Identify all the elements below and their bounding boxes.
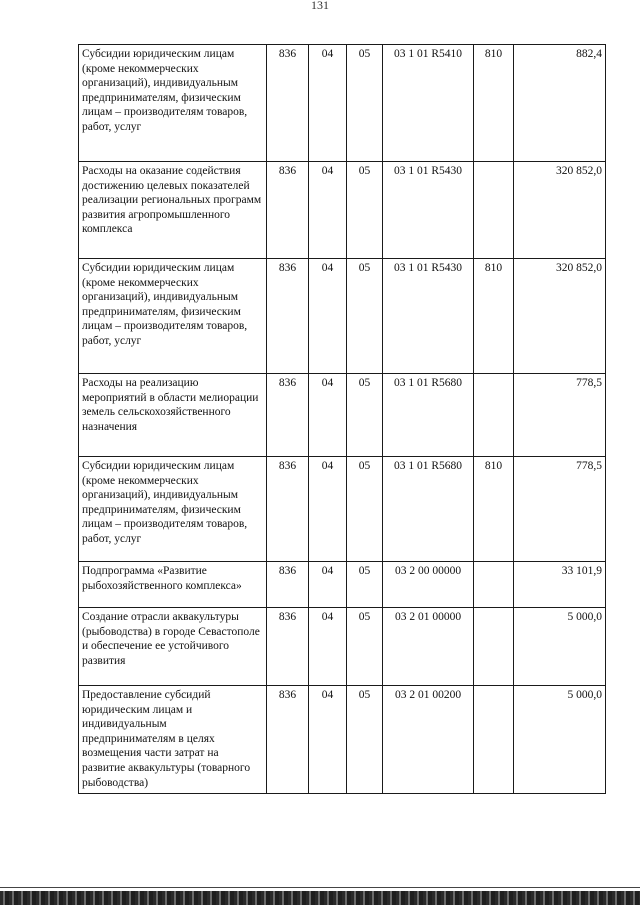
table-row bbox=[79, 45, 606, 162]
ved-code: 836 bbox=[267, 608, 309, 686]
subsection-code: 05 bbox=[347, 45, 383, 162]
row-name: Создание отрасли аквакультуры (рыбоводства) в городе Севастополе и обеспечение ее устойчивого развития bbox=[79, 608, 267, 686]
subsection-code: 05 bbox=[347, 457, 383, 562]
row-name: Расходы на реализацию мероприятий в области мелиорации земель сельскохозяйственного назначения bbox=[79, 374, 267, 457]
section-code: 04 bbox=[309, 259, 347, 374]
section-code: 04 bbox=[309, 45, 347, 162]
ved-code: 836 bbox=[267, 259, 309, 374]
target-article-code: 03 1 01 R5680 bbox=[383, 457, 474, 562]
subsection-code: 05 bbox=[347, 374, 383, 457]
section-code: 04 bbox=[309, 686, 347, 794]
expense-type-code: 810 bbox=[474, 45, 514, 162]
target-article-code: 03 1 01 R5680 bbox=[383, 374, 474, 457]
section-code: 04 bbox=[309, 608, 347, 686]
section-code: 04 bbox=[309, 457, 347, 562]
target-article-code: 03 2 01 00200 bbox=[383, 686, 474, 794]
target-article-code: 03 2 01 00000 bbox=[383, 608, 474, 686]
ved-code: 836 bbox=[267, 562, 309, 608]
amount: 320 852,0 bbox=[514, 162, 606, 259]
row-name: Субсидии юридическим лицам (кроме некоммерческих организаций), индивидуальным предпринимателям, физическим лицам – производителям товаров, работ, услуг bbox=[79, 457, 267, 562]
row-name: Субсидии юридическим лицам (кроме некоммерческих организаций), индивидуальным предпринимателям, физическим лицам – производителям товаров, работ, услуг bbox=[79, 259, 267, 374]
table-row bbox=[79, 562, 606, 608]
expense-type-code bbox=[474, 562, 514, 608]
row-name: Субсидии юридическим лицам (кроме некоммерческих организаций), индивидуальным предпринимателям, физическим лицам – производителям товаров, работ, услуг bbox=[79, 45, 267, 162]
budget-table bbox=[78, 44, 606, 794]
expense-type-code: 810 bbox=[474, 259, 514, 374]
ved-code: 836 bbox=[267, 45, 309, 162]
row-name: Предоставление субсидий юридическим лицам и индивидуальным предпринимателям в целях возмещения части затрат на развитие аквакультуры (товарного рыбоводства) bbox=[79, 686, 267, 794]
section-code: 04 bbox=[309, 562, 347, 608]
subsection-code: 05 bbox=[347, 686, 383, 794]
subsection-code: 05 bbox=[347, 162, 383, 259]
subsection-code: 05 bbox=[347, 259, 383, 374]
row-name: Расходы на оказание содействия достижению целевых показателей реализации региональных программ развития агропромышленного комплекса bbox=[79, 162, 267, 259]
table-row bbox=[79, 162, 606, 259]
table-row bbox=[79, 259, 606, 374]
section-code: 04 bbox=[309, 374, 347, 457]
expense-type-code bbox=[474, 686, 514, 794]
amount: 5 000,0 bbox=[514, 608, 606, 686]
subsection-code: 05 bbox=[347, 608, 383, 686]
target-article-code: 03 1 01 R5410 bbox=[383, 45, 474, 162]
amount: 778,5 bbox=[514, 374, 606, 457]
ved-code: 836 bbox=[267, 374, 309, 457]
expense-type-code bbox=[474, 374, 514, 457]
row-name: Подпрограмма «Развитие рыбохозяйственного комплекса» bbox=[79, 562, 267, 608]
subsection-code: 05 bbox=[347, 562, 383, 608]
scan-edge-line bbox=[0, 887, 640, 888]
target-article-code: 03 1 01 R5430 bbox=[383, 162, 474, 259]
expense-type-code: 810 bbox=[474, 457, 514, 562]
expense-type-code bbox=[474, 608, 514, 686]
target-article-code: 03 2 00 00000 bbox=[383, 562, 474, 608]
amount: 5 000,0 bbox=[514, 686, 606, 794]
target-article-code: 03 1 01 R5430 bbox=[383, 259, 474, 374]
table-row bbox=[79, 608, 606, 686]
amount: 33 101,9 bbox=[514, 562, 606, 608]
expense-type-code bbox=[474, 162, 514, 259]
scan-edge-band bbox=[0, 891, 640, 905]
section-code: 04 bbox=[309, 162, 347, 259]
table-row bbox=[79, 686, 606, 794]
ved-code: 836 bbox=[267, 162, 309, 259]
ved-code: 836 bbox=[267, 686, 309, 794]
table-row bbox=[79, 374, 606, 457]
amount: 882,4 bbox=[514, 45, 606, 162]
ved-code: 836 bbox=[267, 457, 309, 562]
amount: 778,5 bbox=[514, 457, 606, 562]
table-row bbox=[79, 457, 606, 562]
page-number: 131 bbox=[311, 0, 329, 12]
amount: 320 852,0 bbox=[514, 259, 606, 374]
